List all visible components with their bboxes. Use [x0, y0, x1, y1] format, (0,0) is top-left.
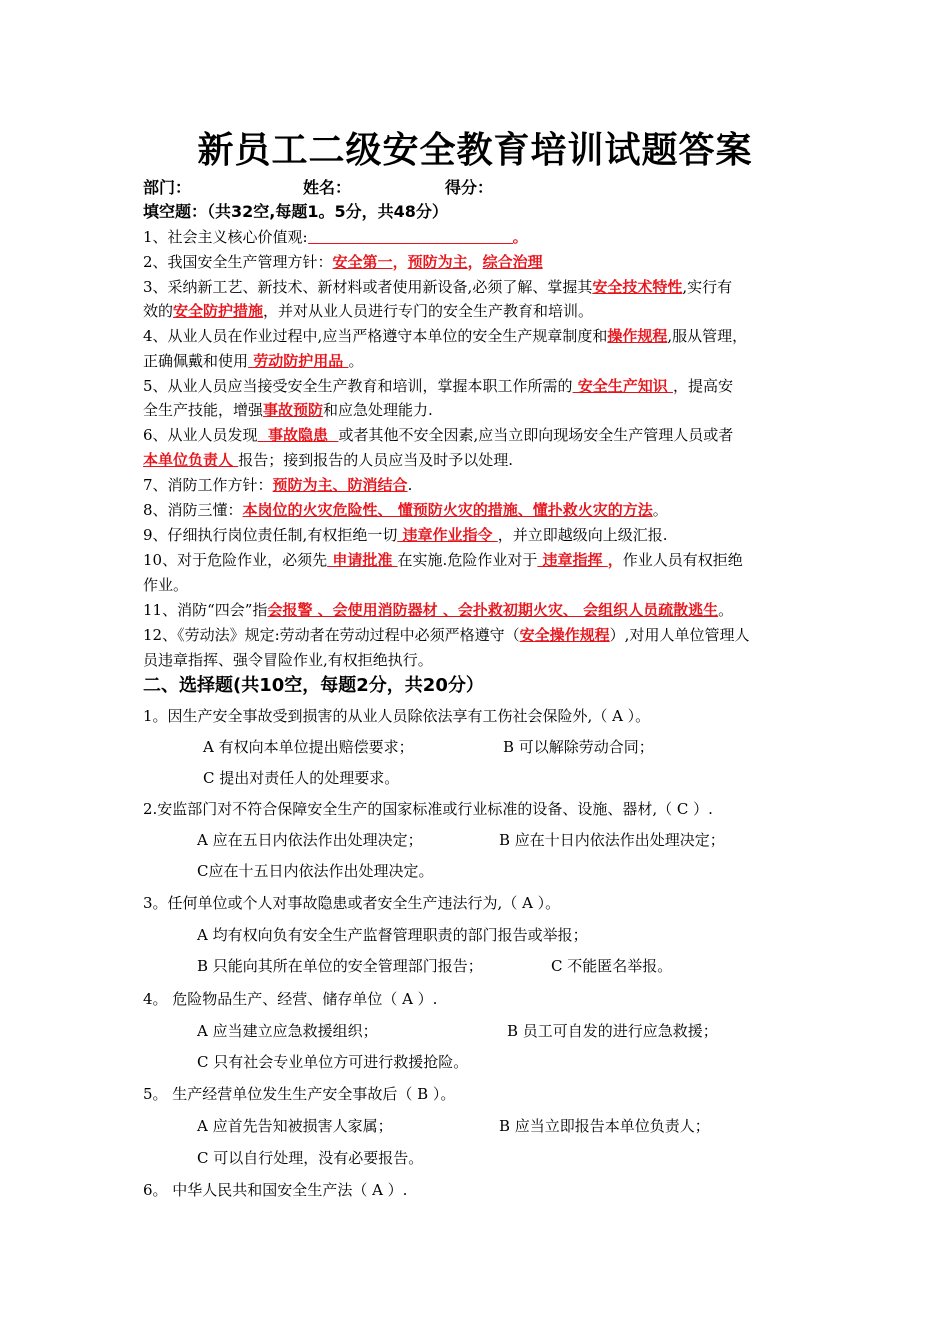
question-4-line-1: 4、从业人员在作业过程中,应当严格遵守本单位的安全生产规章制度和操作规程,服从管理，	[143, 327, 748, 345]
answer: 安全防护措施	[173, 302, 264, 320]
answer: 操作规程	[607, 327, 668, 345]
answer: 事故隐患	[257, 426, 339, 444]
mc-question-3: 3。任何单位或个人对事故隐患或者安全生产违法行为,（ A ）。	[143, 894, 561, 912]
answer: 事故预防	[263, 401, 324, 419]
section1-heading: 填空题：（共32空,每题1。5分，共48分）	[143, 202, 448, 221]
question-3-line-2: 效的安全防护措施，并对从业人员进行专门的安全生产教育和培训。	[143, 302, 594, 320]
mc-option-c: C 可以自行处理，没有必要报告。	[197, 1149, 424, 1167]
mc-question-1: 1。因生产安全事故受到损害的从业人员除依法享有工伤社会保险外,（ A ）。	[143, 707, 651, 725]
section2-heading: 二、选择题(共10空，每题2分，共20分）	[143, 675, 484, 696]
answer: 安全操作规程	[519, 626, 610, 644]
answer: 违章作业指令	[397, 526, 498, 544]
question-10-line-1: 10、对于危险作业，必须先 申请批准 在实施.危险作业对于 违章指挥 ，作业人员有权拒绝	[143, 551, 743, 569]
question-7: 7、消防工作方针：预防为主、防消结合.	[143, 476, 413, 494]
question-2: 2、我国安全生产管理方针：安全第一，预防为主，综合治理	[143, 253, 543, 271]
name-label: 姓名：	[303, 178, 352, 197]
mc-option-b: B 应在十日内依法作出处理决定；	[499, 831, 725, 849]
mc-option-b: B 应当立即报告本单位负责人；	[499, 1117, 710, 1135]
question-6-line-1: 6、从业人员发现 事故隐患 或者其他不安全因素,应当立即向现场安全生产管理人员或者	[143, 426, 734, 444]
mc-option-b: B 可以解除劳动合同；	[503, 738, 654, 756]
question-10-line-2: 作业。	[143, 576, 189, 594]
page-title: 新员工二级安全教育培训试题答案	[197, 130, 753, 171]
question-6-line-2: 本单位负责人 报告；接到报告的人员应当及时予以处理.	[143, 451, 514, 469]
question-4-line-2: 正确佩戴和使用 劳动防护用品 。	[143, 352, 364, 370]
answer: 申请批准	[327, 551, 398, 569]
answer: 本岗位的火灾危险性、 懂预防火灾的措施、懂扑救火灾的方法	[242, 501, 653, 519]
mc-option-a: A 应当建立应急救援组织；	[197, 1022, 378, 1040]
question-5-line-1: 5、从业人员应当接受安全生产教育和培训，掌握本职工作所需的 安全生产知识 ，提高安	[143, 377, 734, 395]
question-1: 1、社会主义核心价值观: 。	[143, 228, 528, 246]
question-3-line-1: 3、采纳新工艺、新技术、新材料或者使用新设备,必须了解、掌握其安全技术特性,实行有	[143, 278, 733, 296]
answer: 预防为主	[407, 253, 468, 271]
header-fields	[143, 177, 493, 199]
mc-question-2: 2.安监部门对不符合保障安全生产的国家标准或行业标准的设备、设施、器材,（ C ）.	[143, 800, 713, 818]
mc-question-5: 5。 生产经营单位发生生产安全事故后（ B ）。	[143, 1085, 456, 1103]
mc-option-b: B 只能向其所在单位的安全管理部门报告；	[197, 957, 483, 975]
question-8: 8、消防三懂：本岗位的火灾危险性、 懂预防火灾的措施、懂扑救火灾的方法。	[143, 501, 668, 519]
question-11: 11、消防“四会”指会报警 、会使用消防器材 、会扑救初期火灾、 会组织人员疏散逃生。	[143, 601, 734, 619]
mc-option-b: B 员工可自发的进行应急救援；	[507, 1022, 718, 1040]
question-12-line-1: 12、《劳动法》规定:劳动者在劳动过程中必须严格遵守（安全操作规程）,对用人单位管理人	[143, 626, 750, 644]
mc-option-a: A 有权向本单位提出赔偿要求；	[203, 738, 414, 756]
answer: 会报警 、会使用消防器材 、会扑救初期火灾、 会组织人员疏散逃生	[267, 601, 719, 619]
mc-option-a: A 均有权向负有安全生产监督管理职责的部门报告或举报；	[197, 926, 588, 944]
answer: 安全第一	[332, 253, 393, 271]
question-12-line-2: 员违章指挥、强令冒险作业,有权拒绝执行。	[143, 651, 433, 669]
answer: 违章指挥	[537, 551, 608, 569]
mc-option-c: C应在十五日内依法作出处理决定。	[197, 862, 434, 880]
mc-question-6: 6。 中华人民共和国安全生产法（ A ）.	[143, 1181, 408, 1199]
question-9: 9、仔细执行岗位责任制,有权拒绝一切 违章作业指令 ，并立即越级向上级汇报.	[143, 526, 668, 544]
mc-question-4: 4。 危险物品生产、经营、储存单位（ A ）.	[143, 990, 438, 1008]
mc-option-a: A 应首先告知被损害人家属；	[197, 1117, 393, 1135]
answer-blank	[308, 228, 513, 244]
answer: 安全技术特性	[592, 278, 683, 296]
answer: 综合治理	[482, 253, 543, 271]
question-5-line-2: 全生产技能，增强事故预防和应急处理能力.	[143, 401, 433, 419]
score-label: 得分：	[445, 178, 494, 197]
mc-option-c: C 提出对责任人的处理要求。	[203, 769, 400, 787]
mc-option-a: A 应在五日内依法作出处理决定；	[197, 831, 423, 849]
dept-label: 部门：	[143, 178, 192, 197]
answer: 预防为主、防消结合	[272, 476, 408, 494]
mc-option-c: C 只有社会专业单位方可进行救援抢险。	[197, 1053, 469, 1071]
answer: 本单位负责人	[143, 451, 239, 469]
answer: 劳动防护用品	[248, 352, 349, 370]
answer: 安全生产知识	[572, 377, 673, 395]
mc-option-c: C 不能匿名举报。	[551, 957, 673, 975]
